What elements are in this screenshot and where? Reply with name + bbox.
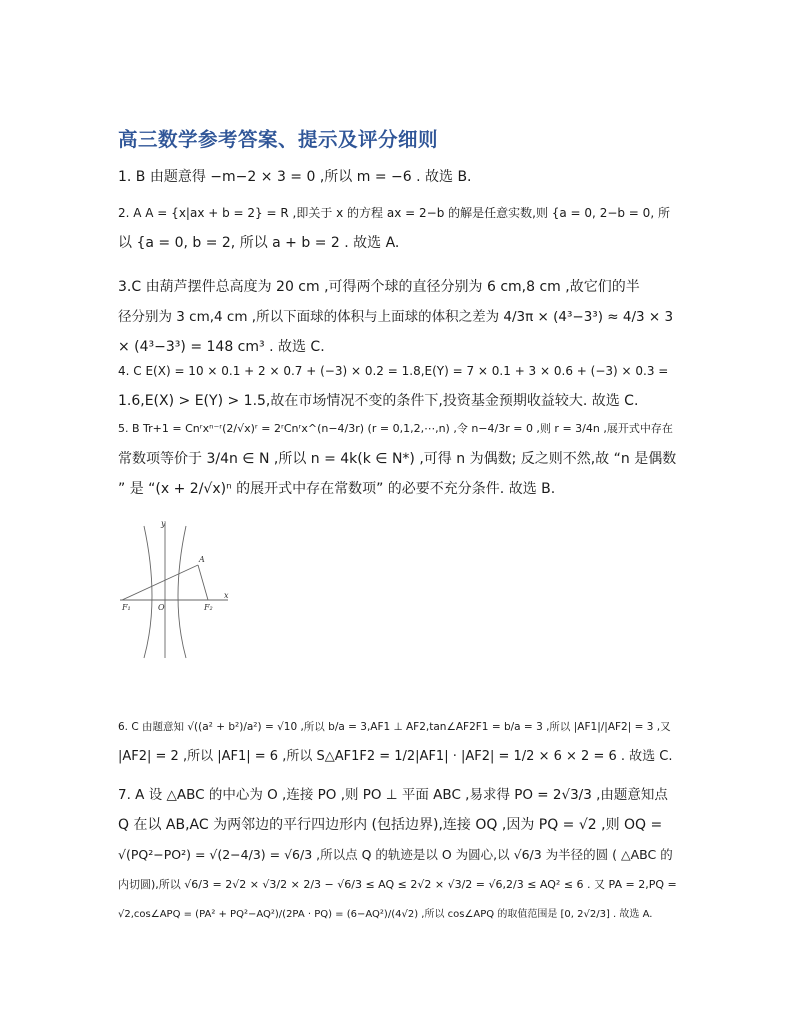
answer-3 [118,272,678,362]
answer-6 [118,712,678,772]
answer-line: 4. C E(X) = 10 × 0.1 + 2 × 0.7 + (−3) × 0.2 = 1.8,E(Y) = 7 × 0.1 + 3 × 0.6 + (−3) × 0.3 = [118,364,669,378]
answer-line: 径分别为 3 cm,4 cm ,所以下面球的体积与上面球的体积之差为 4/3π × (4³−3³) ≈ 4/3 × 3 [118,309,674,325]
left-branch [144,526,152,658]
answer-7 [118,780,678,930]
answer-line: 2. A A = {x|ax + b = 2} = R ,即关于 x 的方程 ax = 2−b 的解是任意实数,则 {a = 0, 2−b = 0, 所 [118,206,670,220]
focus-f1-label: F₁ [122,603,131,612]
point-a-label: A [199,555,205,564]
answer-line: 3.C 由葫芦摆件总高度为 20 cm ,可得两个球的直径分别为 6 cm,8 cm ,故它们的半 [118,279,640,295]
answer-line: 1.6,E(X) > E(Y) > 1.5,故在市场情况不变的条件下,投资基金预期收益较大. 故选 C. [118,393,639,409]
origin-label: O [158,603,165,612]
answer-line: 1. B 由题意得 −m−2 × 3 = 0 ,所以 m = −6 . 故选 B. [118,169,472,185]
answer-line: 5. B Tr+1 = Cnʳxⁿ⁻ʳ(2/√x)ʳ = 2ʳCnʳx^(n−4/3r) (r = 0,1,2,⋯,n) ,令 n−4/3r = 0 ,则 r = 3/4n ,展开式中存在 [118,422,673,435]
answer-line: Q 在以 AB,AC 为两邻边的平行四边形内 (包括边界),连接 OQ ,因为 PQ = √2 ,则 OQ = [118,817,663,833]
answer-line: √(PQ²−PO²) = √(2−4/3) = √6/3 ,所以点 Q 的轨迹是以 O 为圆心,以 √6/3 为半径的圆 ( △ABC 的 [118,847,673,862]
answer-line: |AF2| = 2 ,所以 |AF1| = 6 ,所以 S△AF1F2 = 1/2|AF1| · |AF2| = 1/2 × 6 × 2 = 6 . 故选 C. [118,749,673,764]
answer-4 [118,356,678,416]
answer-line: 以 {a = 0, b = 2, 所以 a + b = 2 . 故选 A. [118,235,400,251]
page-title: 高三数学参考答案、提示及评分细则 [118,128,439,151]
hyperbola-figure [118,518,230,664]
segment-f1-a [122,565,198,600]
segment-a-f2 [198,565,208,600]
answer-line: 7. A 设 △ABC 的中心为 O ,连接 PO ,则 PO ⊥ 平面 ABC ,易求得 PO = 2√3/3 ,由题意知点 [118,787,668,803]
focus-f2-label: F₂ [204,603,213,612]
answer-line: 6. C 由题意知 √((a² + b²)/a²) = √10 ,所以 b/a = 3,AF1 ⊥ AF2,tan∠AF2F1 = b/a = 3 ,所以 |AF1|/|AF2| = 3 ,又 [118,721,671,733]
right-branch [178,526,186,658]
answer-line: 常数项等价于 3/4n ∈ N ,所以 n = 4k(k ∈ N*) ,可得 n 为偶数; 反之则不然,故 “n 是偶数 [118,451,677,467]
answer-line: 内切圆),所以 √6/3 = 2√2 × √3/2 × 2/3 − √6/3 ≤ AQ ≤ 2√2 × √3/2 = √6,2/3 ≤ AQ² ≤ 6 . 又 PA = 2,PQ = [118,878,677,891]
answer-2 [118,198,678,258]
answer-line: ” 是 “(x + 2/√x)ⁿ 的展开式中存在常数项” 的必要不充分条件. 故选 B. [118,481,556,497]
y-label: y [161,519,166,528]
answer-line: × (4³−3³) = 148 cm³ . 故选 C. [118,339,325,355]
answer-line: √2,cos∠APQ = (PA² + PQ²−AQ²)/(2PA · PQ) = (6−AQ²)/(4√2) ,所以 cos∠APQ 的取值范围是 [0, 2√2/3] . 故选 A. [118,909,653,920]
x-label: x [224,591,229,600]
answer-5 [118,414,678,504]
answer-1 [118,162,678,192]
